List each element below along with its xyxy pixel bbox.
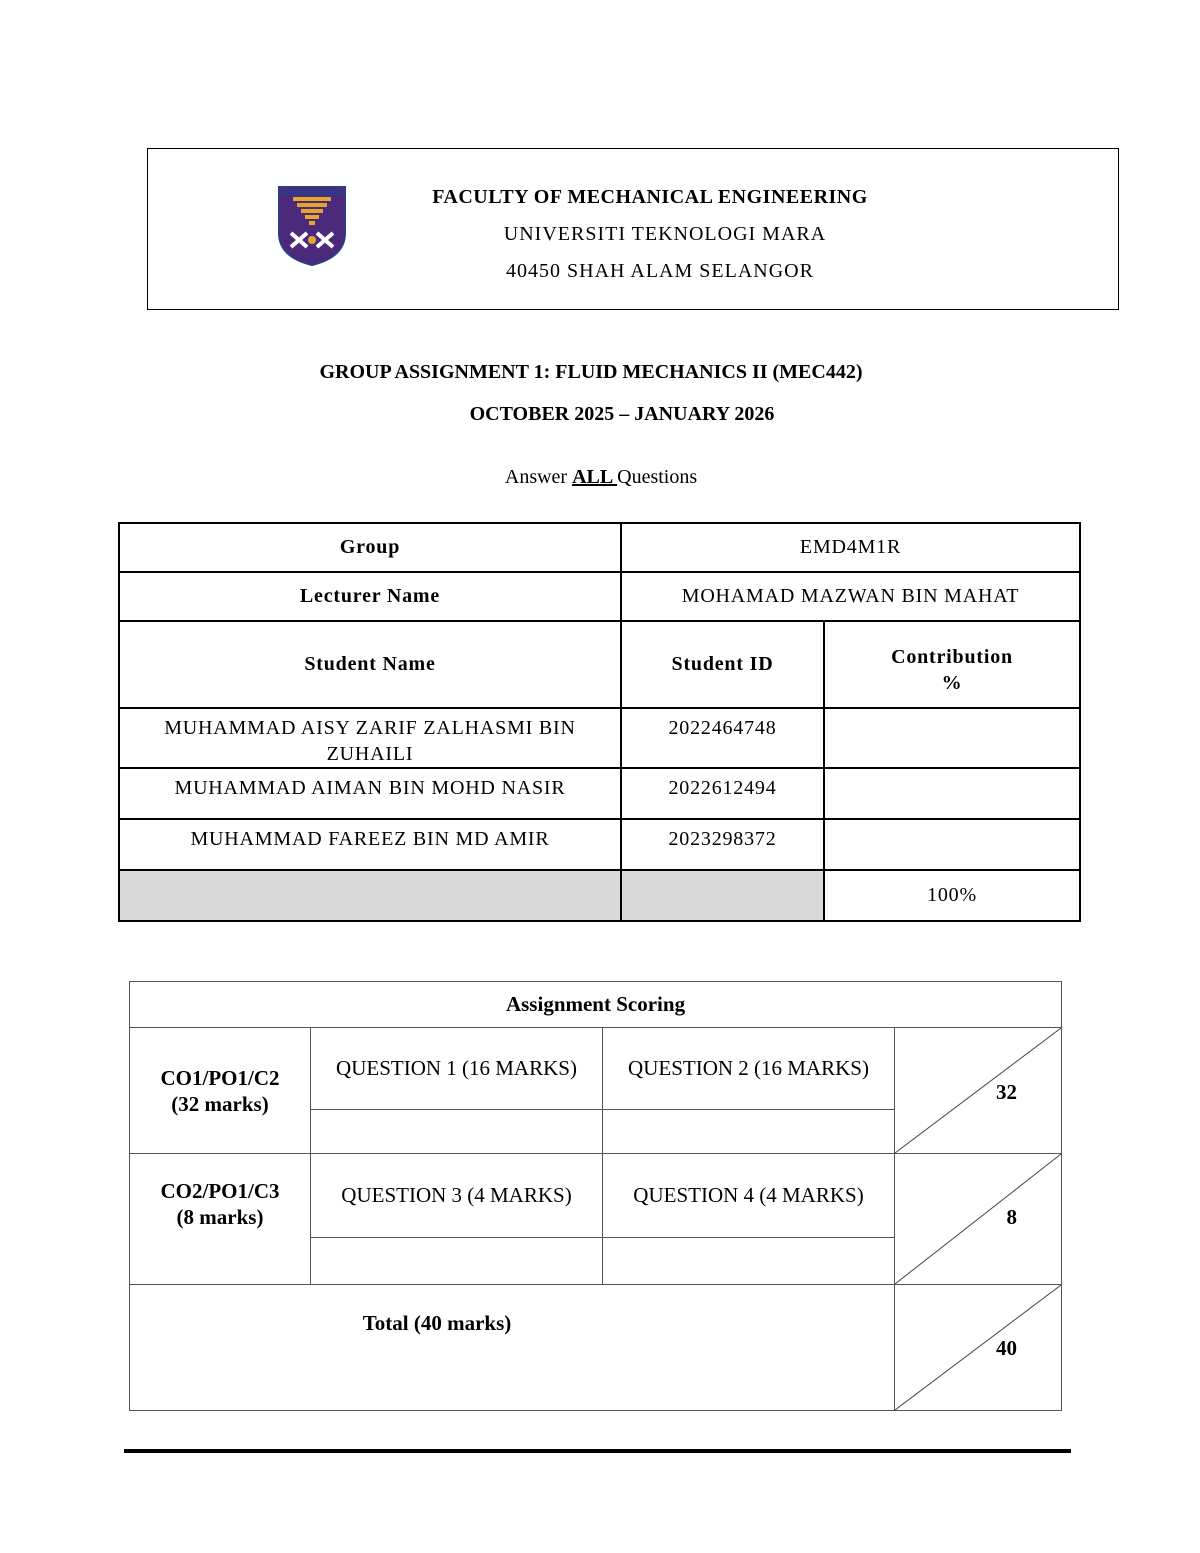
- contribution-unit: %: [941, 672, 963, 694]
- student-id: 2023298372: [621, 819, 824, 870]
- group-info-table: [118, 522, 1081, 922]
- question-2-header: QUESTION 2 (16 MARKS): [603, 1028, 895, 1110]
- question-2-score[interactable]: [603, 1110, 895, 1154]
- student-id-header: Student ID: [621, 621, 824, 708]
- total-label: Total (40 marks): [130, 1285, 895, 1411]
- table-row: [119, 768, 1080, 819]
- total-contribution: 100%: [824, 870, 1080, 921]
- answer-instruction: [0, 466, 1200, 489]
- question-1-header: QUESTION 1 (16 MARKS): [311, 1028, 603, 1110]
- empty-grey-cell: [621, 870, 824, 921]
- assignment-scoring-table: [129, 981, 1062, 1411]
- bottom-rule: [124, 1449, 1071, 1453]
- grand-total-cell: [895, 1285, 1062, 1411]
- student-id: 2022612494: [621, 768, 824, 819]
- question-4-score[interactable]: [603, 1238, 895, 1285]
- group-value: EMD4M1R: [621, 523, 1080, 572]
- co1-total-cell: [895, 1028, 1062, 1154]
- co1-total: 32: [996, 1080, 1018, 1104]
- scoring-title: Assignment Scoring: [130, 982, 1062, 1028]
- grand-total: 40: [996, 1336, 1018, 1360]
- student-name: MUHAMMAD FAREEZ BIN MD AMIR: [119, 819, 621, 870]
- student-id: 2022464748: [621, 708, 824, 768]
- diagonal-line: [895, 1285, 1061, 1410]
- student-name-header: Student Name: [119, 621, 621, 708]
- answer-suffix: Questions: [617, 466, 698, 488]
- university-address: 40450 SHAH ALAM SELANGOR: [506, 260, 814, 282]
- empty-grey-cell: [119, 870, 621, 921]
- lecturer-label: Lecturer Name: [119, 572, 621, 621]
- table-row: [119, 708, 1080, 768]
- diagonal-line: [895, 1028, 1061, 1153]
- student-contribution[interactable]: [824, 708, 1080, 768]
- contribution-label: Contribution: [891, 646, 1013, 668]
- table-row: [119, 819, 1080, 870]
- group-label: Group: [119, 523, 621, 572]
- uitm-crest-icon: [277, 185, 347, 267]
- co2-total: 8: [1006, 1205, 1018, 1229]
- co2-marks: (8 marks): [176, 1205, 264, 1229]
- co2-code: CO2/PO1/C3: [160, 1179, 280, 1203]
- answer-prefix: Answer: [504, 466, 573, 488]
- co2-label: [130, 1154, 311, 1285]
- question-4-header: QUESTION 4 (4 MARKS): [603, 1154, 895, 1238]
- co1-marks: (32 marks): [171, 1091, 269, 1116]
- co2-total-cell: [895, 1154, 1062, 1285]
- answer-emphasis: ALL: [572, 466, 618, 488]
- student-name: MUHAMMAD AISY ZARIF ZALHASMI BIN ZUHAILI: [119, 708, 621, 768]
- faculty-name: FACULTY OF MECHANICAL ENGINEERING: [432, 186, 868, 208]
- question-3-header: QUESTION 3 (4 MARKS): [311, 1154, 603, 1238]
- co1-code: CO1/PO1/C2: [160, 1065, 280, 1090]
- student-name: MUHAMMAD AIMAN BIN MOHD NASIR: [119, 768, 621, 819]
- question-1-score[interactable]: [311, 1110, 603, 1154]
- question-3-score[interactable]: [311, 1238, 603, 1285]
- session-title: OCTOBER 2025 – JANUARY 2026: [469, 403, 775, 425]
- student-contribution[interactable]: [824, 819, 1080, 870]
- assignment-title: GROUP ASSIGNMENT 1: FLUID MECHANICS II (MEC442): [319, 361, 863, 383]
- lecturer-value: MOHAMAD MAZWAN BIN MAHAT: [621, 572, 1080, 621]
- co1-label: [130, 1028, 311, 1154]
- university-name: UNIVERSITI TEKNOLOGI MARA: [503, 223, 827, 245]
- student-contribution[interactable]: [824, 768, 1080, 819]
- contribution-header: [824, 621, 1080, 708]
- diagonal-line: [895, 1154, 1061, 1284]
